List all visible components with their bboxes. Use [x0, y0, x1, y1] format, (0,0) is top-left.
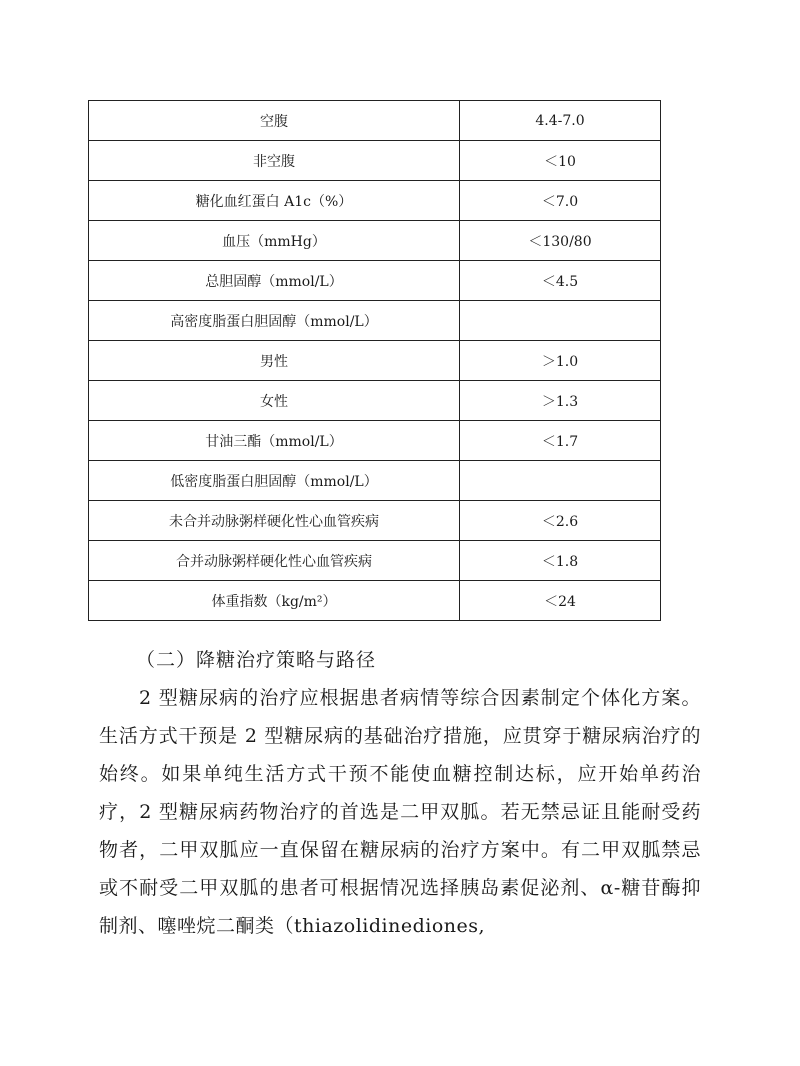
table-cell-value: ＞1.3: [460, 381, 661, 421]
table-cell-value: [460, 461, 661, 501]
table-row: [89, 341, 661, 381]
table-cell-value: ＞1.0: [460, 341, 661, 381]
table-cell-item: 空腹: [89, 101, 460, 141]
table-cell-value: ＜130/80: [460, 221, 661, 261]
table-cell-item: 未合并动脉粥样硬化性心血管疾病: [89, 501, 460, 541]
table-cell-value: ＜10: [460, 141, 661, 181]
table-row: [89, 261, 661, 301]
table-cell-item: 总胆固醇（mmol/L）: [89, 261, 460, 301]
table-cell-value: ＜1.7: [460, 421, 661, 461]
table-cell-value: ＜1.8: [460, 541, 661, 581]
table-cell-item: 体重指数（kg/m²）: [89, 581, 460, 621]
table-cell-item: 低密度脂蛋白胆固醇（mmol/L）: [89, 461, 460, 501]
table-row: [89, 541, 661, 581]
control-targets-table: [88, 100, 661, 621]
table-cell-value: [460, 301, 661, 341]
table-cell-item: 高密度脂蛋白胆固醇（mmol/L）: [89, 301, 460, 341]
table-cell-item: 甘油三酯（mmol/L）: [89, 421, 460, 461]
table-cell-value: 4.4-7.0: [460, 101, 661, 141]
table-cell-value: ＜4.5: [460, 261, 661, 301]
table-row: [89, 101, 661, 141]
section-heading: （二）降糖治疗策略与路径: [136, 649, 377, 671]
table-cell-item: 男性: [89, 341, 460, 381]
table-row: [89, 421, 661, 461]
table-cell-item: 非空腹: [89, 141, 460, 181]
table-cell-value: ＜7.0: [460, 181, 661, 221]
table-cell-item: 糖化血红蛋白 A1c（%）: [89, 181, 460, 221]
table-row: [89, 461, 661, 501]
table-cell-item: 合并动脉粥样硬化性心血管疾病: [89, 541, 460, 581]
table-cell-item: 血压（mmHg）: [89, 221, 460, 261]
table-row: [89, 221, 661, 261]
table-cell-value: ＜2.6: [460, 501, 661, 541]
table-row: [89, 501, 661, 541]
table-cell-value: ＜24: [460, 581, 661, 621]
table-row: [89, 301, 661, 341]
table-row: [89, 141, 661, 181]
table-cell-item: 女性: [89, 381, 460, 421]
table-row: [89, 581, 661, 621]
table-row: [89, 381, 661, 421]
body-paragraph: 2 型糖尿病的治疗应根据患者病情等综合因素制定个体化方案。生活方式干预是 2 型糖尿病的基础治疗措施，应贯穿于糖尿病治疗的始终。如果单纯生活方式干预不能使血糖控制达标，应开始单药治疗，2 型糖尿病药物治疗的首选是二甲双胍。若无禁忌证且能耐受药物者，二甲双胍应一直保留在糖尿病的治疗方案中。有二甲双胍禁忌或不耐受二甲双胍的患者可根据情况选择胰岛素促泌剂、α-糖苷酶抑制剂、噻唑烷二酮类（thiazolidinediones,: [99, 687, 701, 937]
table-row: [89, 181, 661, 221]
